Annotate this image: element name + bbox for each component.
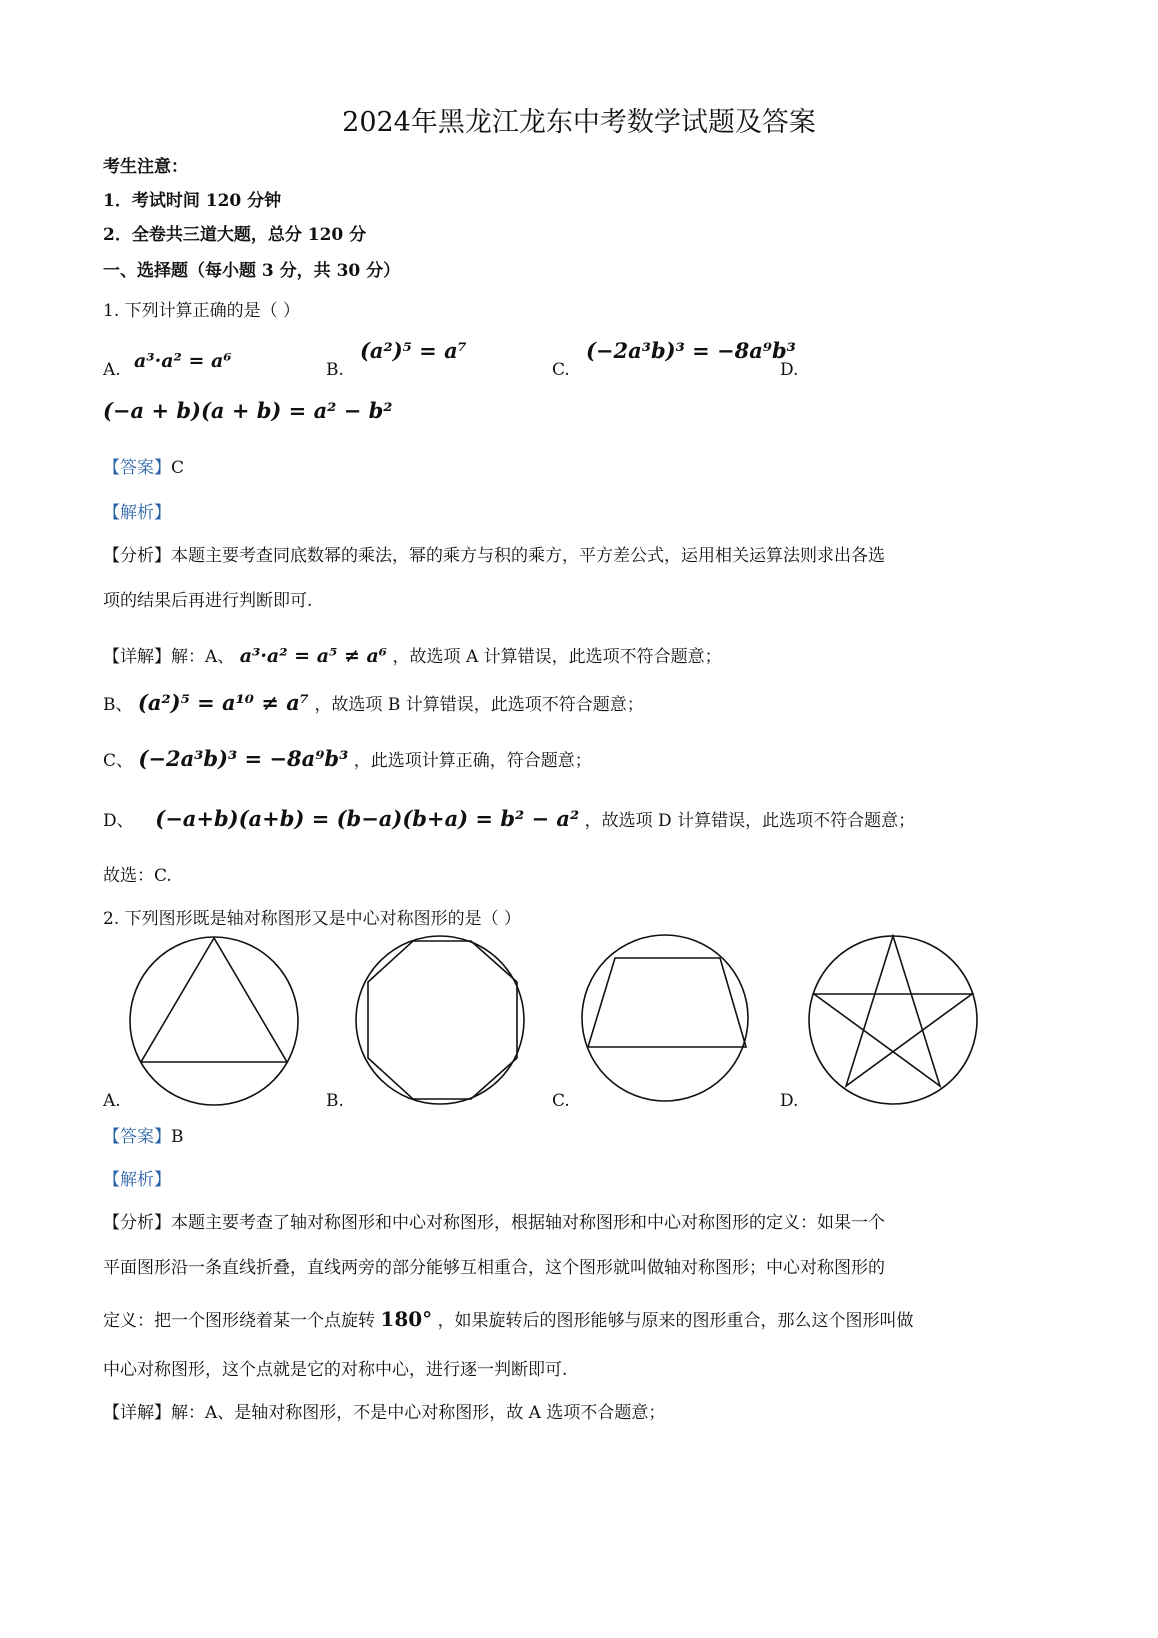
q2-figure-triangle-in-circle [126,934,306,1114]
section-heading-choice: 一、选择题（每小题 3 分，共 30 分） [103,261,401,281]
q1-option-c-label: C. [552,360,570,380]
q2-option-c-label: C. [552,1091,570,1111]
q2-answer [103,1122,184,1147]
q1-detail-d [103,806,915,831]
degree-math: 180° [380,1307,433,1331]
detail-suffix: ，故选项 D 计算错误，此选项不符合题意； [584,811,916,831]
q2-analysis-line3 [103,1306,914,1331]
q1-final-choice: 故选：C. [103,866,172,886]
answer-value: C [171,458,185,478]
detail-math: (−a+b)(a+b) = (b−a)(b+a) = b² − a² [155,806,580,831]
notice-item-time: 1．考试时间 120 分钟 [103,191,282,211]
q2-analysis-line4: 中心对称图形，这个点就是它的对称中心，进行逐一判断即可. [103,1360,568,1380]
q2-option-b-label: B. [326,1091,344,1111]
detail-suffix: ，此选项计算正确，符合题意； [353,751,592,771]
detail-prefix: B、 [103,695,133,715]
q2-figure-pentagram-in-circle [808,934,988,1114]
detail-prefix: 【详解】解：A、 [103,647,235,667]
text-prefix: 定义：把一个图形绕着某一个点旋转 [103,1311,375,1331]
detail-prefix: C、 [103,751,134,771]
text-suffix: ，如果旋转后的图形能够与原来的图形重合，那么这个图形叫做 [437,1311,914,1331]
detail-prefix: D、 [103,811,134,831]
q2-figure-trapezoid-in-circle [582,934,762,1114]
detail-math: (a²)⁵ = a¹⁰ ≠ a⁷ [137,690,310,715]
detail-suffix: ，故选项 B 计算错误，此选项不符合题意； [314,695,644,715]
q1-detail-a [103,642,722,667]
detail-math: (−2a³b)³ = −8a⁹b³ [138,746,349,771]
q1-detail-b [103,690,644,715]
q2-analysis-tag: 【解析】 [103,1170,171,1190]
answer-value: B [171,1127,184,1147]
page-title: 2024年黑龙江龙东中考数学试题及答案 [342,107,816,138]
q1-option-a: a³·a² = a⁶ [134,350,232,372]
q1-option-d: (−a + b)(a + b) = a² − b² [103,398,393,423]
answer-tag: 【答案】 [103,1127,171,1147]
notice-heading: 考生注意： [103,157,188,177]
q1-option-b-label: B. [326,360,344,380]
q2-figure-hexagon-in-circle [354,934,534,1114]
q1-analysis-line1: 【分析】本题主要考查同底数幂的乘法，幂的乘方与积的乘方，平方差公式，运用相关运算法则求出各选 [103,546,885,566]
q2-analysis-line2: 平面图形沿一条直线折叠，直线两旁的部分能够互相重合，这个图形就叫做轴对称图形；中心对称图形的 [103,1258,885,1278]
q1-answer [103,453,184,478]
detail-suffix: ，故选项 A 计算错误，此选项不符合题意； [392,647,722,667]
detail-math: a³·a² = a⁵ ≠ a⁶ [239,645,388,667]
q1-option-c: (−2a³b)³ = −8a⁹b³ [586,338,796,363]
answer-tag: 【答案】 [103,458,171,478]
notice-item-score: 2．全卷共三道大题，总分 120 分 [103,225,367,245]
q1-option-d-label: D. [780,360,799,380]
q1-option-a-label: A. [103,360,121,380]
q1-option-b: (a²)⁵ = a⁷ [360,338,467,363]
q1-stem: 1. 下列计算正确的是（ ） [103,301,301,321]
q2-option-a-label: A. [103,1091,121,1111]
q2-analysis-line1: 【分析】本题主要考查了轴对称图形和中心对称图形，根据轴对称图形和中心对称图形的定义：如果一个 [103,1213,885,1233]
q1-detail-c [103,746,592,771]
q2-detail-a: 【详解】解：A、是轴对称图形，不是中心对称图形，故 A 选项不合题意； [103,1403,666,1423]
q1-analysis-tag: 【解析】 [103,503,171,523]
q2-option-d-label: D. [780,1091,799,1111]
q1-analysis-line2: 项的结果后再进行判断即可. [103,591,313,611]
q2-stem: 2. 下列图形既是轴对称图形又是中心对称图形的是（ ） [103,909,522,929]
